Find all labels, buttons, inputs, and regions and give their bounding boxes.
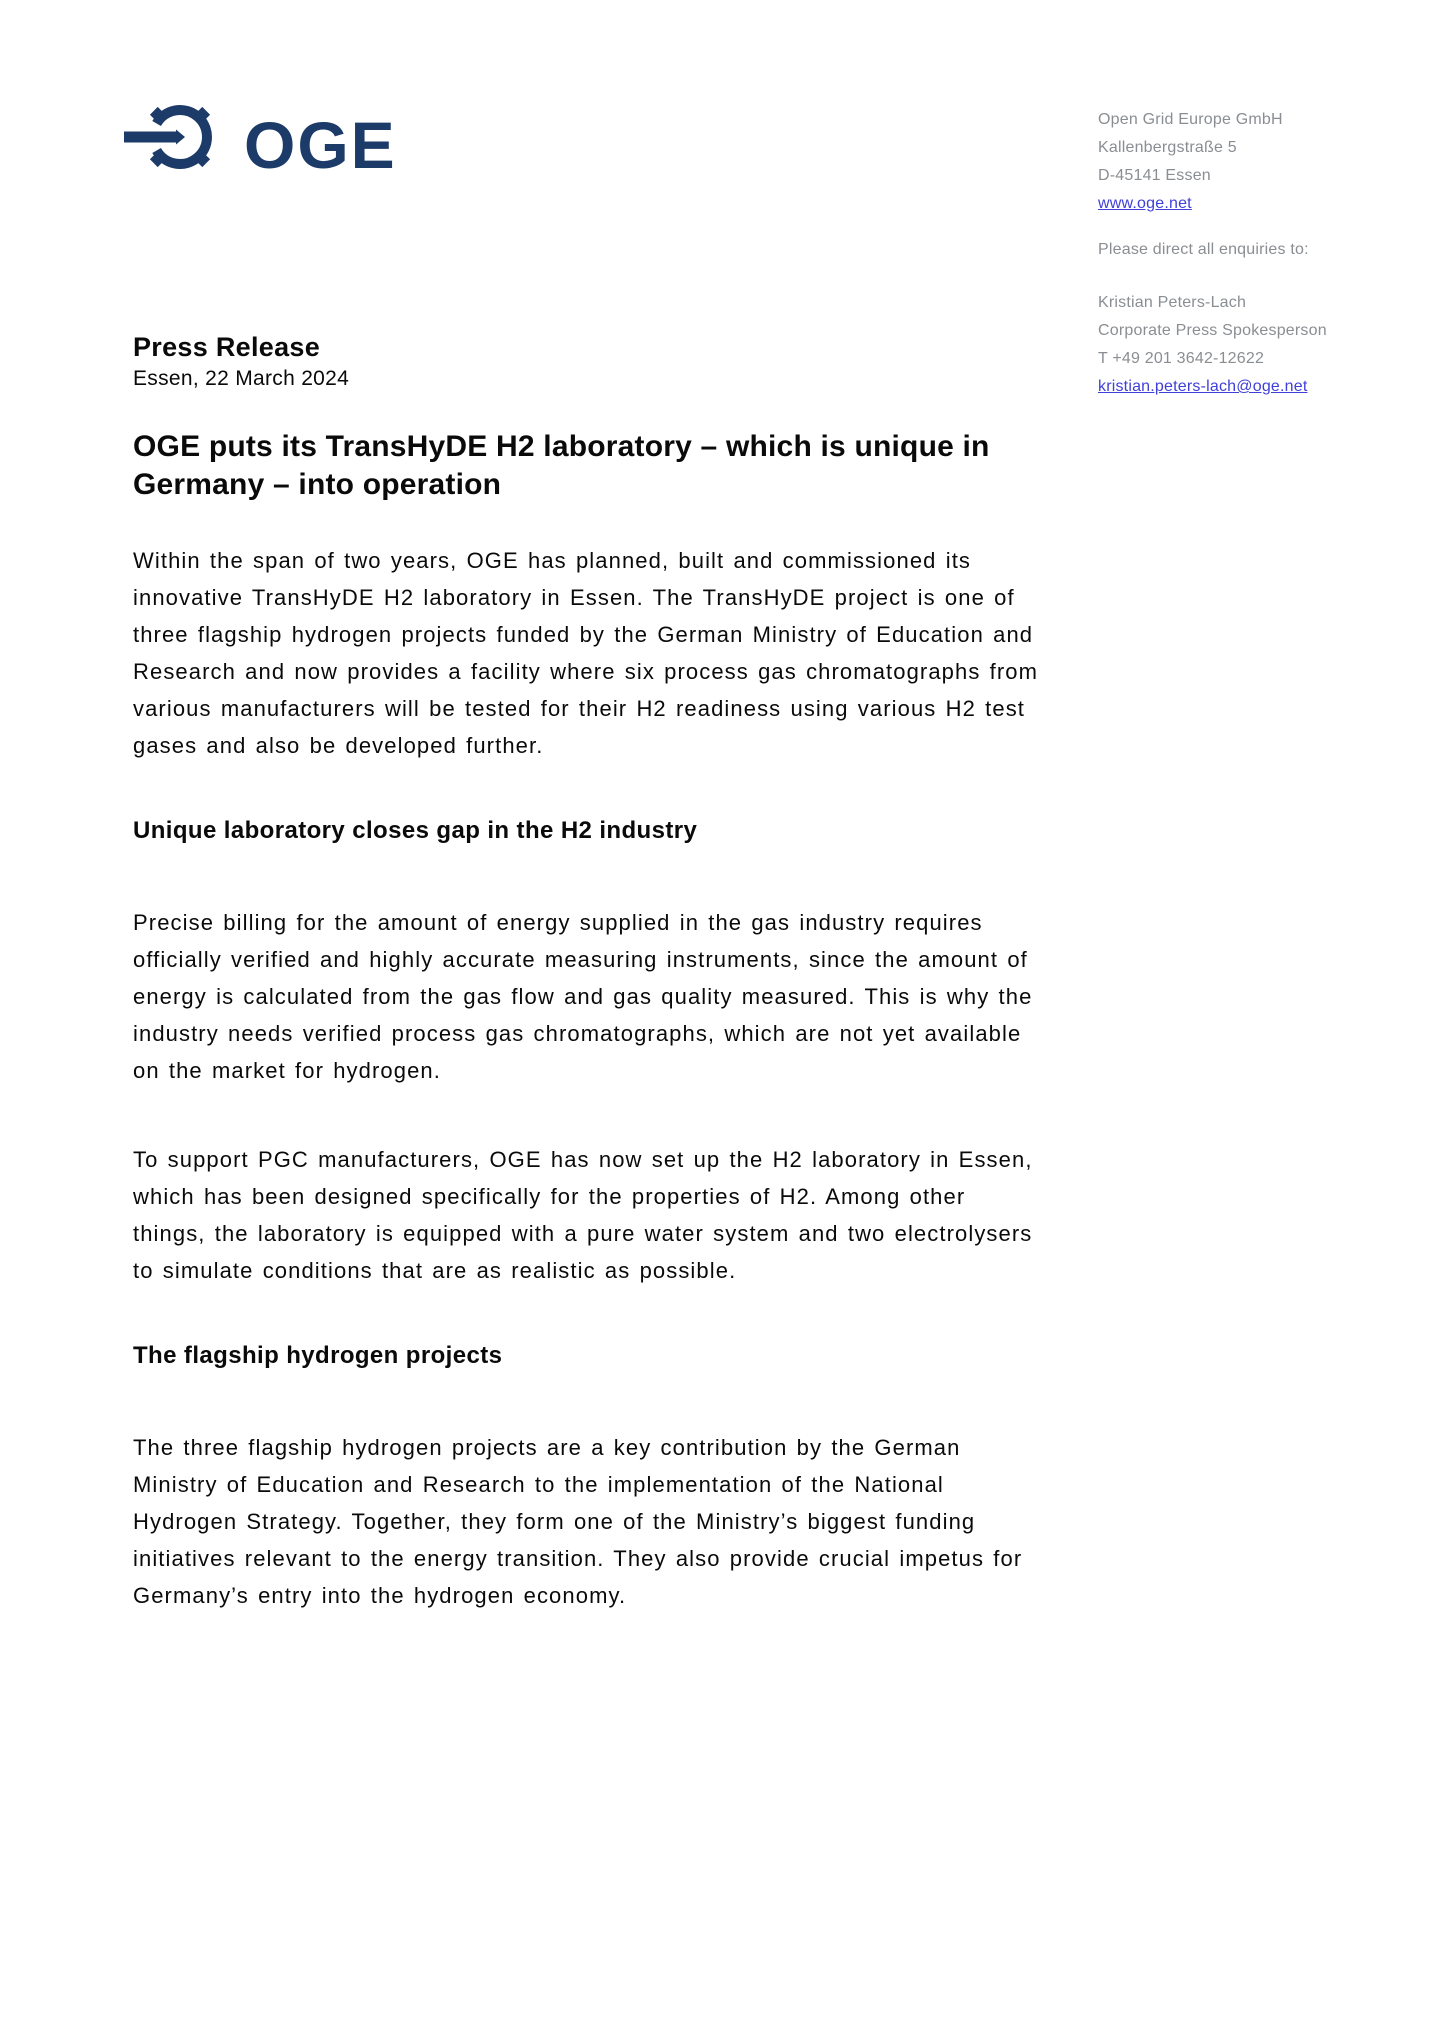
paragraph-intro: Within the span of two years, OGE has planned, built and commissioned its innovative TransHyDE H2 laboratory in Essen. The TransHyDE project is one of three flagship hydrogen projects funded by the German Ministry of Education and Research and now provides a facility where six process gas chromatographs from various manufacturers will be tested for their H2 readiness using various H2 test gases and also be developed further.	[133, 548, 1039, 758]
paragraph-precise-billing: Precise billing for the amount of energy supplied in the gas industry requires officially verified and highly accurate measuring instruments, since the amount of energy is calculated from the gas flow and gas quality measured. This is why the industry needs verified process gas chromatographs, which are not yet available on the market for hydrogen.	[133, 910, 1033, 1083]
contact-info	[1098, 106, 1408, 401]
document-title: OGE puts its TransHyDE H2 laboratory – which is unique in Germany – into operation	[133, 430, 990, 501]
section-heading-flagship-projects: The flagship hydrogen projects	[133, 1342, 503, 1369]
oge-logo-text: OGE	[244, 108, 397, 182]
company-address-block	[1098, 106, 1408, 218]
spokesperson-role: Corporate Press Spokesperson	[1098, 322, 1327, 339]
website-link[interactable]: www.oge.net	[1098, 195, 1192, 212]
company-street: Kallenbergstraße 5	[1098, 139, 1237, 156]
spokesperson-block	[1098, 289, 1408, 401]
section-heading-unique-laboratory: Unique laboratory closes gap in the H2 industry	[133, 817, 698, 844]
paragraph-flagship-projects: The three flagship hydrogen projects are a key contribution by the German Ministry of Education and Research to the implementation of the National Hydrogen Strategy. Together, they form one of the Ministry’s biggest funding initiatives relevant to the energy transition. They also provide crucial impetus for Germany’s entry into the hydrogen economy.	[133, 1435, 1023, 1608]
oge-logo	[124, 98, 397, 182]
spokesperson-name: Kristian Peters-Lach	[1098, 294, 1247, 311]
email-link[interactable]: kristian.peters-lach@oge.net	[1098, 378, 1308, 395]
document-kicker: Press Release	[133, 332, 321, 362]
company-name: Open Grid Europe GmbH	[1098, 111, 1283, 128]
press-release-body	[133, 331, 1043, 1666]
paragraph-pgc-support: To support PGC manufacturers, OGE has now set up the H2 laboratory in Essen, which has been designed specifically for the properties of H2. Among other things, the laboratory is equipped with a pure water system and two electrolysers to simulate conditions that are as realistic as possible.	[133, 1147, 1033, 1283]
oge-flow-icon	[124, 98, 216, 176]
document-dateline: Essen, 22 March 2024	[133, 367, 350, 390]
company-city: D-45141 Essen	[1098, 167, 1211, 184]
spokesperson-phone: T +49 201 3642-12622	[1098, 350, 1265, 367]
enquiries-label: Please direct all enquiries to:	[1098, 241, 1309, 258]
